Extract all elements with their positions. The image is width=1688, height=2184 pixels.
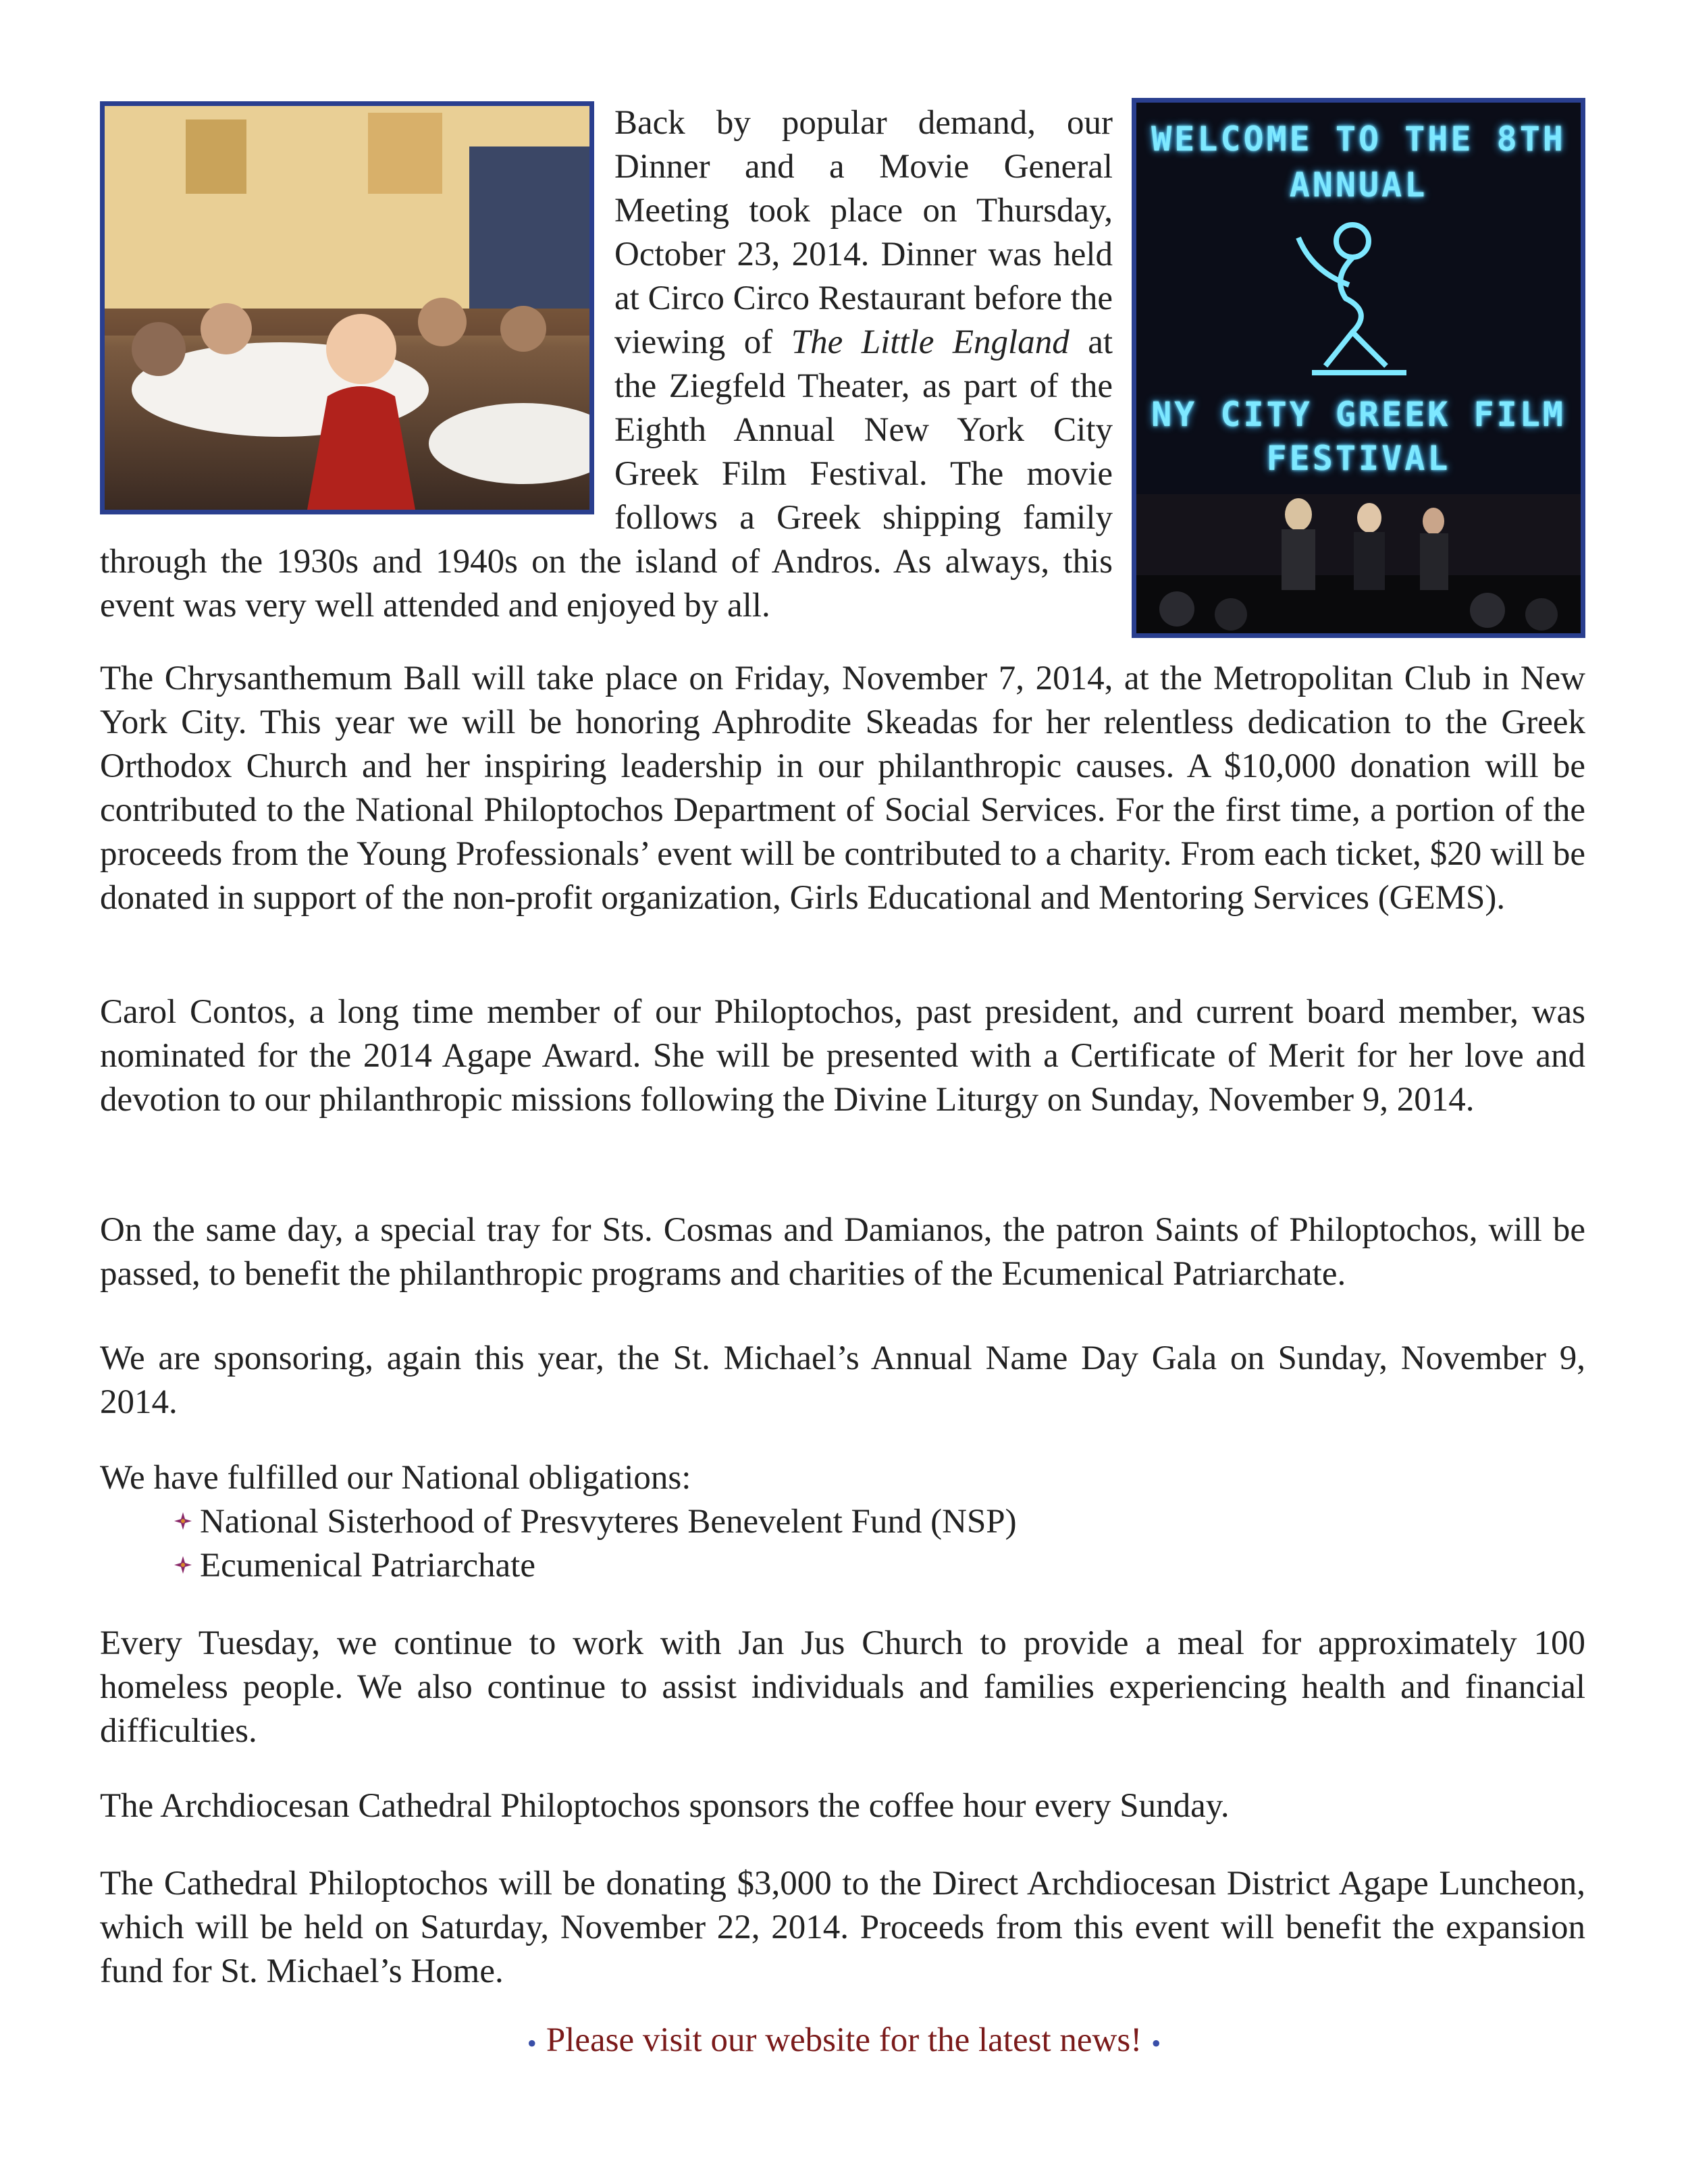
stage-audience-illustration [1136,494,1581,633]
festival-photo [1132,98,1585,638]
festival-festival-text: FESTIVAL [1266,439,1451,478]
obligations-section [100,1456,1585,1588]
tray-paragraph: On the same day, a special tray for Sts. Cosmas and Damianos, the patron Saints of Philoptochos, will be passed, to benefit the philanthropic programs and charities of the Ecumenical Patriarchate. [100,1211,1585,1293]
coffee-paragraph: The Archdiocesan Cathedral Philoptochos sponsors the coffee hour every Sunday. [100,1787,1230,1825]
sparkle-bullet-icon [174,1512,192,1530]
tray-section [100,1208,1585,1296]
gala-section [100,1337,1585,1424]
discus-thrower-logo [1271,211,1447,379]
ball-section [100,657,1585,920]
festival-welcome-text: WELCOME TO THE 8TH [1151,119,1566,159]
tuesday-paragraph: Every Tuesday, we continue to work with Jan Jus Church to provide a meal for approximately 100 homeless people. We also continue to assist individuals and families experiencing health and financial difficulties. [100,1624,1585,1750]
luncheon-paragraph: The Cathedral Philoptochos will be donating $3,000 to the Direct Archdiocesan District Agape Luncheon, which will be held on Saturday, November 22, 2014. Proceeds from this event will benefit the expansion fund for St. Michael’s Home. [100,1865,1585,1990]
obligations-list [100,1500,1585,1588]
obligation-nsp: National Sisterhood of Presvyteres Benevelent Fund (NSP) [200,1503,1017,1541]
intro-text-part1: Back by popular demand, our Dinner and a Movie General Meeting took place on Thursday, October 23, 2014. Dinner was held at Circo Circo Restaurant before the viewing of [614,104,1113,361]
sparkle-bullet-icon [174,1556,192,1574]
intro-text-part2: at the Ziegfeld Theater, as part of the Eighth Annual New York City Greek Film Festival. The movie follows a Greek shipping family through the 1930s and 1940s on the island of Andros. As always, this event was very well attended and enjoyed by all. [100,323,1113,624]
carol-section [100,990,1585,1122]
obligations-paragraph: We have fulfilled our National obligations: [100,1459,691,1497]
festival-annual-text: ANNUAL [1289,165,1428,205]
intro-section [100,101,1585,645]
luncheon-section [100,1862,1585,1994]
ball-paragraph: The Chrysanthemum Ball will take place on Friday, November 7, 2014, at the Metropolitan Club in New York City. This year we will be honoring Aphrodite Skeadas for her relentless dedication to the Greek Orthodox Church and her inspiring leadership in our philanthropic causes. A $10,000 donation will be contributed to the National Philoptochos Department of Social Services. For the first time, a portion of the proceeds from the Young Professionals’ event will be contributed to a charity. From each ticket, $20 will be donated in support of the non-profit organization, Girls Educational and Mentoring Services (GEMS). [100,660,1585,917]
carol-paragraph: Carol Contos, a long time member of our Philoptochos, past president, and current board member, was nominated for the 2014 Agape Award. She will be presented with a Certificate of Merit for her love and devotion to our philanthropic missions following the Divine Liturgy on Sunday, November 9, 2014. [100,993,1585,1119]
film-title: The Little England [791,323,1070,361]
list-item [174,1500,1585,1544]
restaurant-scene-illustration [105,106,589,510]
website-link-text[interactable]: Please visit our website for the latest news! [546,2021,1142,2059]
restaurant-photo [100,101,594,514]
list-item [174,1544,1585,1588]
footer-bullet-left: • [527,2027,537,2058]
obligation-patriarchate: Ecumenical Patriarchate [200,1547,535,1584]
website-footer [0,2019,1688,2065]
festival-name-text: NY CITY GREEK FILM [1151,395,1566,434]
tuesday-section [100,1622,1585,1753]
gala-paragraph: We are sponsoring, again this year, the St. Michael’s Annual Name Day Gala on Sunday, November 9, 2014. [100,1339,1585,1421]
coffee-section [100,1784,1585,1828]
footer-bullet-right: • [1151,2027,1161,2058]
